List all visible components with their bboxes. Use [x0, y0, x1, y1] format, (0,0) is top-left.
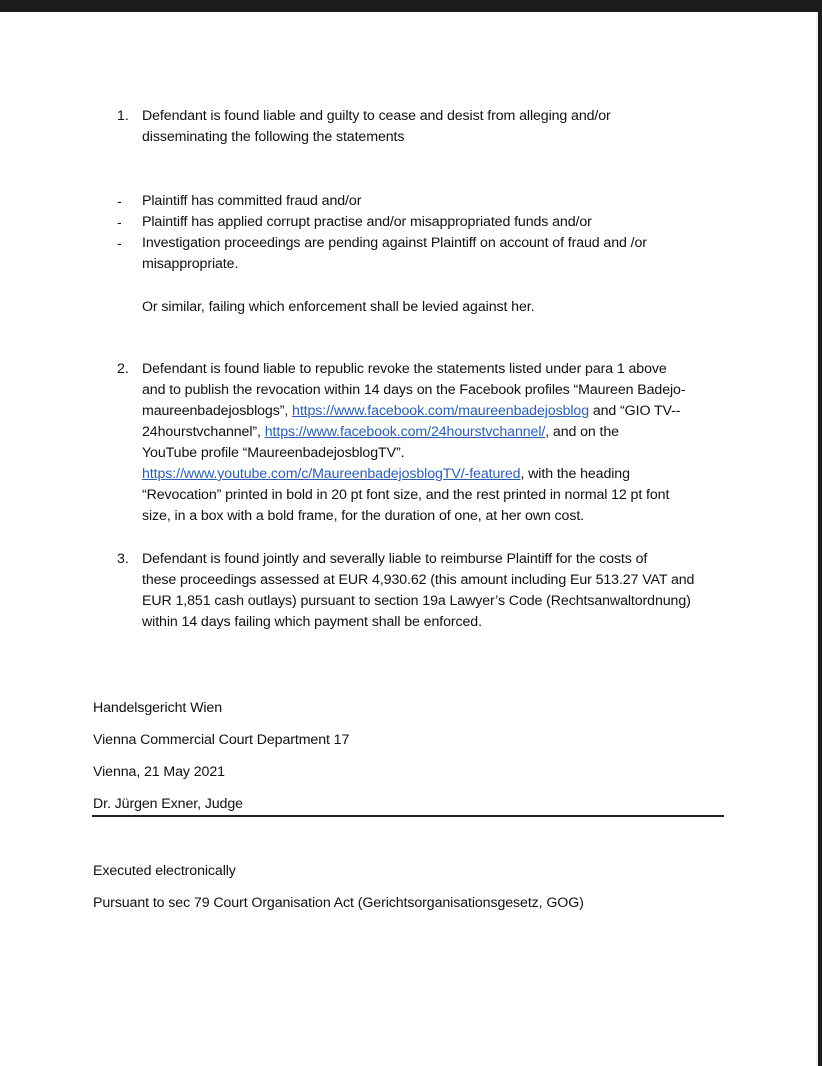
facebook-maureenbadejosblog-link[interactable]: https://www.facebook.com/maureenbadejosblog [292, 403, 589, 419]
item-text-line: Defendant is found jointly and severally liable to reimburse Plaintiff for the costs of [142, 551, 648, 567]
court-department: Vienna Commercial Court Department 17 [93, 732, 350, 748]
text-segment: maureenbadejosblogs”, [142, 403, 293, 419]
item-text-line: Defendant is found liable and guilty to cease and desist from alleging and/or [142, 108, 611, 124]
item-text-line: EUR 1,851 cash outlays) pursuant to section 19a Lawyer’s Code (Rechtsanwaltordnung) [142, 593, 691, 609]
item-text-line: size, in a box with a bold frame, for the duration of one, at her own cost. [142, 508, 585, 524]
bullet-text: Plaintiff has committed fraud and/or [142, 193, 362, 209]
document-page [0, 12, 818, 1066]
pursuant-note: Pursuant to sec 79 Court Organisation Act (Gerichtsorganisationsgesetz, GOG) [93, 895, 584, 911]
bullet-text: Investigation proceedings are pending against Plaintiff on account of fraud and /or [142, 235, 647, 251]
bullet-marker: - [117, 235, 122, 251]
text-segment: 24hourstvchannel”, [142, 424, 265, 440]
court-name: Handelsgericht Wien [93, 700, 223, 716]
item-text-line: disseminating the following the statements [142, 129, 405, 145]
item-text-line: YouTube profile “MaureenbadejosblogTV”. [142, 445, 405, 461]
item-text-line: within 14 days failing which payment shall be enforced. [142, 614, 482, 630]
bullet-marker: - [117, 193, 122, 209]
text-segment: , and on the [545, 424, 619, 440]
item-text-line [142, 464, 630, 485]
place-date: Vienna, 21 May 2021 [93, 764, 225, 780]
bullet-marker: - [117, 214, 122, 230]
judge-name: Dr. Jürgen Exner, Judge [93, 796, 243, 812]
item-text-line: these proceedings assessed at EUR 4,930.62 (this amount including Eur 513.27 VAT and [142, 572, 695, 588]
item-number: 2. [117, 361, 129, 377]
text-segment: and “GIO TV-- [589, 403, 681, 419]
item-text-line: and to publish the revocation within 14 days on the Facebook profiles “Maureen Badejo- [142, 382, 686, 398]
item-text-line: “Revocation” printed in bold in 20 pt font size, and the rest printed in normal 12 pt font [142, 487, 670, 503]
signature-divider [92, 815, 724, 817]
facebook-24hourstvchannel-link[interactable]: https://www.facebook.com/24hourstvchannel/ [264, 424, 546, 440]
item-number: 1. [117, 108, 129, 124]
item-text-line [142, 401, 680, 422]
item-number: 3. [117, 551, 129, 567]
executed-note: Executed electronically [93, 863, 236, 879]
bullet-text: Plaintiff has applied corrupt practise and/or misappropriated funds and/or [142, 214, 592, 230]
text-segment: , with the heading [520, 466, 630, 482]
youtube-channel-link[interactable]: https://www.youtube.com/c/MaureenbadejosblogTV/-featured [142, 466, 521, 482]
item-text-line [142, 422, 619, 443]
item-closing: Or similar, failing which enforcement shall be levied against her. [142, 299, 535, 315]
item-text-line: Defendant is found liable to republic revoke the statements listed under para 1 above [142, 361, 667, 377]
bullet-text: misappropriate. [142, 256, 239, 272]
